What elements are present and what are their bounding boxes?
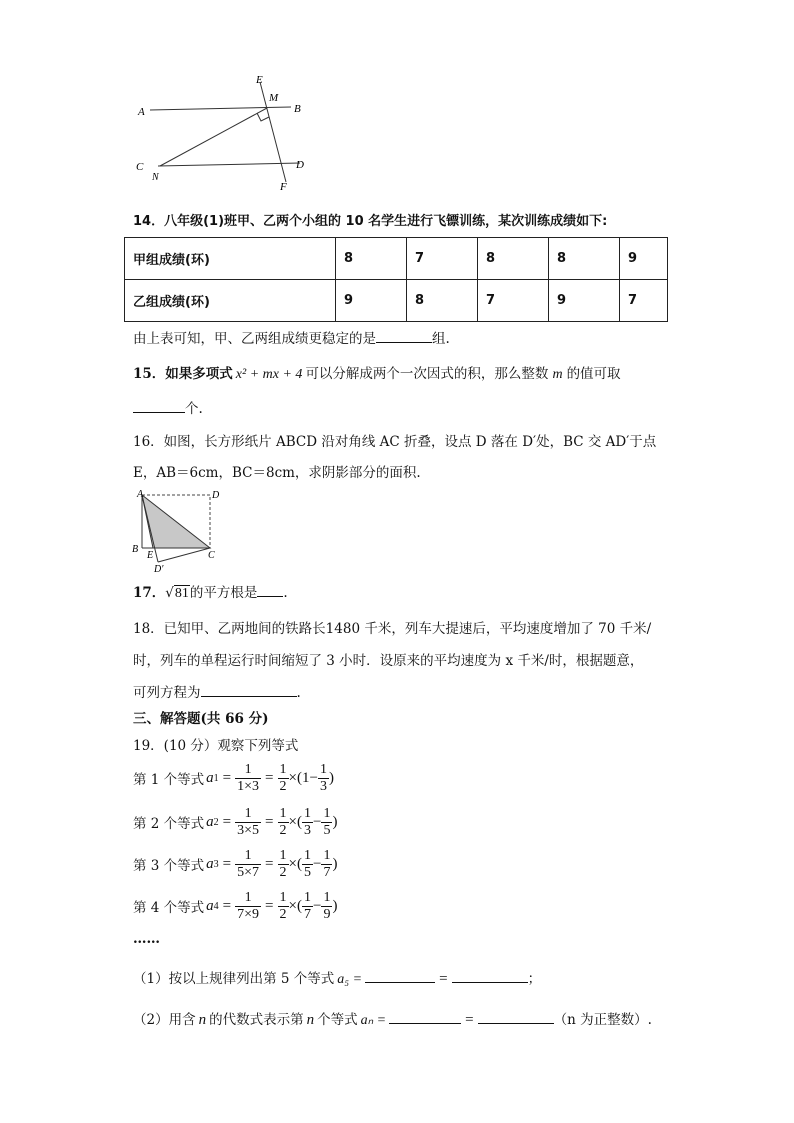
numerator: 1 [279,761,287,777]
label-d: D [212,490,220,501]
denominator: 2 [279,778,287,794]
q19-part1-eq: = [439,971,448,987]
q14-answer-blank[interactable] [376,330,432,343]
fraction-b [318,762,329,795]
q17-number: 17． [133,585,166,601]
equation-label: 第 1 个等式 [133,772,205,788]
cell: 9 [336,280,407,322]
equation-label: 第 4 个等式 [133,900,205,916]
row-label: 乙组成绩(环) [125,280,336,322]
equals: = [222,813,232,830]
numerator: 1 [303,889,311,905]
fraction-half [278,762,289,795]
cell: 8 [478,238,549,280]
q15-after2: 的值可取 [566,366,621,382]
equals: = [265,855,274,872]
cell: 7 [478,280,549,322]
line-ab [150,107,291,110]
equals: = [265,813,274,830]
q18-line2: 时，列车的单程运行时间缩短了 3 小时．设原来的平均速度为 x 千米/时，根据题意， [133,653,644,669]
denominator: 5×7 [237,864,260,880]
times: ×( [288,855,302,872]
equals: = [265,769,274,786]
q18-answer-blank[interactable] [201,684,297,697]
figure-folded-rectangle [128,486,228,576]
q19-part2-blank1[interactable] [389,1011,461,1024]
fraction [235,806,261,839]
q18-end: . [296,685,301,701]
q15-line1 [133,365,621,384]
cell: 7 [620,280,668,322]
denominator: 2 [279,822,287,838]
q14-conclusion [133,330,450,348]
q17-answer-blank[interactable] [257,584,283,597]
label-a: A [138,106,145,118]
label-d: D [296,159,304,171]
cell: 9 [549,280,620,322]
q15-line2 [133,400,203,418]
fraction-half [278,806,289,839]
q19-part1-end: ； [527,971,542,987]
ellipsis: …… [133,931,160,947]
fraction-b [321,848,332,881]
denominator: 3 [319,778,327,794]
fraction-half [278,890,289,923]
denominator: 1×3 [237,778,260,794]
numerator: 1 [323,889,331,905]
table-row [125,280,668,322]
denominator: 3×5 [237,822,260,838]
denominator: 5 [303,864,311,880]
q18-line1: 18．已知甲、乙两地间的铁路长1480 千米，列车大提速后，平均速度增加了 70 千米/ [133,621,652,637]
label-n: N [152,172,159,183]
variable-a: a [206,769,214,786]
label-a: A [137,489,144,500]
numerator: 1 [303,847,311,863]
numerator: 1 [244,889,252,905]
q19-part1-blank1[interactable] [365,970,435,983]
q15-answer-blank[interactable] [133,400,185,413]
label-c: C [208,550,215,561]
q15-var: m [552,367,563,382]
equals: = [222,897,232,914]
label-b: B [294,103,301,115]
fraction-half [278,848,289,881]
numerator: 1 [244,805,252,821]
close-paren: ) [332,855,338,872]
q19-part2-mid2: 个等式 [317,1012,358,1028]
q19-part1-blank2[interactable] [452,970,528,983]
numerator: 1 [279,805,287,821]
label-b: B [132,544,139,555]
numerator: 1 [323,805,331,821]
close-paren: ) [332,813,338,830]
equation-label: 第 2 个等式 [133,816,205,832]
equation-2 [133,802,337,842]
denominator: 9 [323,906,331,922]
label-d-prime: D′ [154,564,164,575]
variable-a: a [206,813,214,830]
table-row [125,238,668,280]
q17-radicand: 81 [174,586,189,601]
fraction-b [321,806,332,839]
q19-part2-mid: 的代数式表示第 [209,1012,304,1028]
q15-before: 15．如果多项式 [133,366,233,382]
line-cd [158,163,300,166]
q19-title: 19．(10 分）观察下列等式 [133,738,299,754]
shaded-triangle [142,495,210,548]
cell: 8 [407,280,478,322]
q17-after: 的平方根是 [189,585,258,601]
q19-part2-eq: = [465,1012,474,1028]
subscript: 2 [213,816,219,828]
cell: 8 [336,238,407,280]
equation-4 [133,886,337,926]
q17-end: . [283,585,288,601]
fraction [235,848,261,881]
q19-part2-blank2[interactable] [478,1011,554,1024]
segment-d2c [158,548,210,562]
equals: = [222,855,232,872]
denominator: 2 [279,906,287,922]
subscript: 4 [213,900,219,912]
q19-part2-var: aₙ = [360,1013,387,1028]
label-f: F [280,181,287,193]
label-e: E [256,74,263,86]
variable-a: a [206,897,214,914]
numerator: 1 [279,889,287,905]
q19-part2-text: （2）用含 [133,1012,196,1028]
scores-table [124,237,668,322]
denominator: 5 [323,822,331,838]
q15-expr: x² + mx + 4 [235,367,303,382]
numerator: 1 [244,761,252,777]
numerator: 1 [319,761,327,777]
figure-parallel-lines [128,70,318,195]
row-label: 甲组成绩(环) [125,238,336,280]
right-angle-mark [257,113,269,121]
q14-conclusion-after: 组. [432,331,450,347]
q19-part1-text: （1）按以上规律列出第 5 个等式 [133,971,335,987]
cell: 7 [407,238,478,280]
q19-part1-var: a₅ = [337,972,363,987]
fraction [235,762,261,795]
numerator: 1 [279,847,287,863]
equals: = [265,897,274,914]
close-paren: ) [332,897,338,914]
section-heading: 三、解答题(共 66 分) [133,711,269,727]
q19-part2-end: （n 为正整数）. [553,1012,652,1028]
q14-text: 14．八年级(1)班甲、乙两个小组的 10 名学生进行飞镖训练，某次训练成绩如下: [133,214,608,229]
minus: − [309,769,318,786]
minus: − [312,855,322,872]
equation-label: 第 3 个等式 [133,858,205,874]
q17 [133,584,288,603]
segment-nm [160,108,267,166]
subscript: 3 [213,858,219,870]
close-paren: ) [328,769,334,786]
q18-line3-text: 可列方程为 [133,685,201,701]
equals: = [222,769,232,786]
denominator: 3 [303,822,311,838]
label-e: E [147,550,154,561]
label-c: C [136,161,144,173]
denominator: 7 [303,906,311,922]
fraction-a [302,848,313,881]
q19-part2-n2: n [306,1012,315,1028]
denominator: 2 [279,864,287,880]
q15-line2-text: 个. [185,401,203,417]
minus: − [312,897,322,914]
q19-part2 [133,1011,652,1030]
cell: 8 [549,238,620,280]
equation-3 [133,844,337,884]
q16-line2: E，AB＝6cm，BC＝8cm，求阴影部分的面积. [133,465,421,481]
numerator: 1 [303,805,311,821]
denominator: 7 [323,864,331,880]
label-m: M [269,92,279,104]
numerator: 1 [323,847,331,863]
minus: − [312,813,322,830]
fraction-b [321,890,332,923]
numerator: 1 [244,847,252,863]
variable-a: a [206,855,214,872]
q19-part2-n: n [198,1012,207,1028]
cell: 9 [620,238,668,280]
fraction-a [302,806,313,839]
q15-after: 可以分解成两个一次因式的积，那么整数 [305,366,549,382]
fraction [235,890,261,923]
q18-line3 [133,684,301,702]
fraction-a [302,890,313,923]
q14-conclusion-before: 由上表可知，甲、乙两组成绩更稳定的是 [133,331,376,347]
q16-line1: 16．如图，长方形纸片 ABCD 沿对角线 AC 折叠，设点 D 落在 D′处，BC 交 AD′于点 [133,434,657,450]
sqrt-symbol: √ [165,585,174,601]
q19-part1 [133,970,541,989]
subscript: 1 [213,772,219,784]
denominator: 7×9 [237,906,260,922]
times: ×( [288,897,302,914]
times: ×( [288,769,302,786]
times: ×( [288,813,302,830]
term-a: 1 [301,769,310,786]
equation-1 [133,758,334,798]
